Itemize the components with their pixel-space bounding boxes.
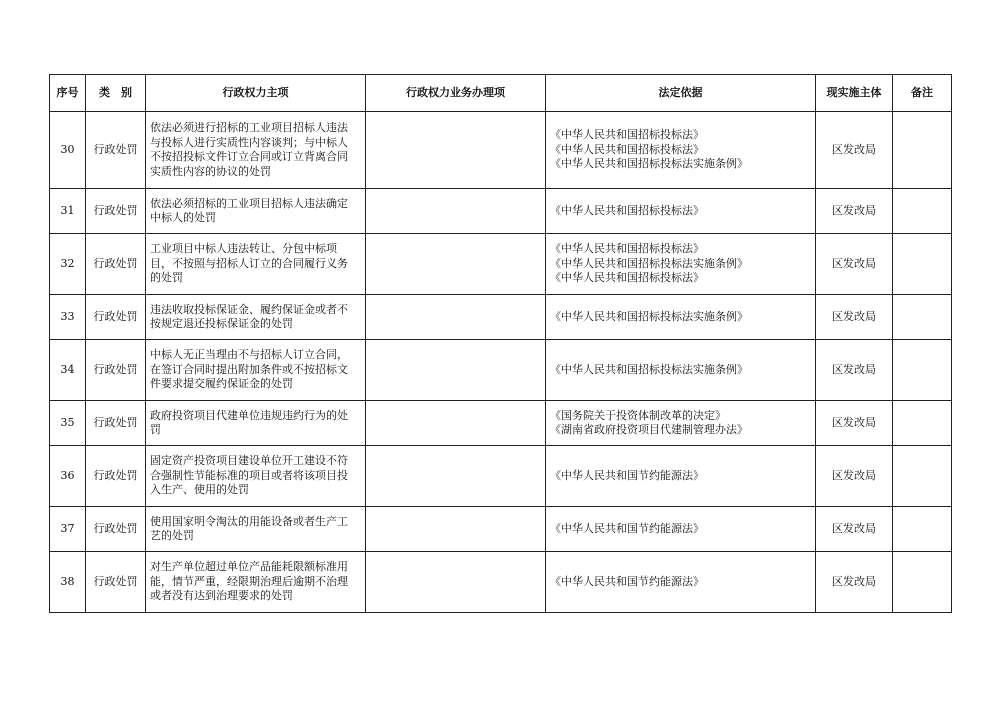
row-legal-basis (546, 234, 816, 295)
power-item-line: 与投标人进行实质性内容谈判；与中标人 (150, 135, 348, 149)
power-item-line: 依法必须进行招标的工业项目招标人违法 (150, 121, 348, 134)
power-item-line: 中标人无正当理由不与招标人订立合同， (150, 348, 348, 362)
row-subject: 区发改局 (816, 340, 893, 401)
power-item-line: 依法必须招标的工业项目招标人违法确定 (150, 196, 348, 210)
power-item-line: 中标人的处罚 (150, 211, 216, 224)
header-sub-item: 行政权力业务办理项 (366, 75, 546, 112)
row-sub-item (366, 446, 546, 507)
row-seq: 36 (50, 446, 86, 507)
row-subject: 区发改局 (816, 507, 893, 552)
legal-basis-line: 《中华人民共和国招标投标法实施条例》 (550, 157, 748, 171)
row-subject: 区发改局 (816, 112, 893, 189)
row-seq: 30 (50, 112, 86, 189)
row-sub-item (366, 112, 546, 189)
row-power-item (146, 295, 366, 340)
row-remarks (893, 340, 952, 401)
header-power-item: 行政权力主项 (146, 75, 366, 112)
power-item-line: 使用国家明令淘汰的用能设备或者生产工 (150, 514, 348, 528)
power-item-line: 工业项目中标人违法转让、分包中标项 (150, 242, 337, 256)
row-seq: 35 (50, 401, 86, 446)
power-item-line: 或者没有达到治理要求的处罚 (150, 589, 293, 603)
table-row (50, 340, 952, 401)
row-subject: 区发改局 (816, 189, 893, 234)
power-item-line: 艺的处罚 (150, 529, 194, 542)
table-row (50, 112, 952, 189)
power-list-table (49, 74, 952, 613)
power-item-line: 的处罚 (150, 271, 183, 285)
row-remarks (893, 112, 952, 189)
row-legal-basis (546, 401, 816, 446)
legal-basis-line: 《中华人民共和国节约能源法》 (550, 521, 704, 535)
row-remarks (893, 401, 952, 446)
table-row (50, 446, 952, 507)
row-remarks (893, 446, 952, 507)
header-category: 类 别 (86, 75, 146, 112)
row-sub-item (366, 552, 546, 613)
power-item-line: 在签订合同时提出附加条件或不按招标文 (150, 362, 348, 376)
row-power-item (146, 552, 366, 613)
legal-basis-line: 《中华人民共和国招标投标法》 (550, 142, 704, 156)
row-category: 行政处罚 (86, 234, 146, 295)
header-seq: 序号 (50, 75, 86, 112)
row-sub-item (366, 295, 546, 340)
legal-basis-line: 《中华人民共和国招标投标法实施条例》 (550, 309, 748, 323)
row-category: 行政处罚 (86, 295, 146, 340)
row-sub-item (366, 507, 546, 552)
row-seq: 32 (50, 234, 86, 295)
row-remarks (893, 189, 952, 234)
row-category: 行政处罚 (86, 446, 146, 507)
row-category: 行政处罚 (86, 552, 146, 613)
row-remarks (893, 552, 952, 613)
row-category: 行政处罚 (86, 112, 146, 189)
table-row (50, 189, 952, 234)
row-legal-basis (546, 112, 816, 189)
row-seq: 38 (50, 552, 86, 613)
legal-basis-line: 《中华人民共和国招标投标法实施条例》 (550, 362, 748, 376)
power-item-line: 违法收取投标保证金、履约保证金或者不 (150, 302, 348, 316)
row-remarks (893, 295, 952, 340)
power-item-line: 政府投资项目代建单位违规违约行为的处 (150, 408, 348, 422)
row-power-item (146, 112, 366, 189)
row-legal-basis (546, 189, 816, 234)
header-subject: 现实施主体 (816, 75, 893, 112)
table-row (50, 552, 952, 613)
header-row (50, 75, 952, 112)
power-item-line: 入生产、使用的处罚 (150, 483, 249, 497)
legal-basis-line: 《中华人民共和国节约能源法》 (550, 574, 704, 588)
row-sub-item (366, 234, 546, 295)
row-power-item (146, 189, 366, 234)
table-row (50, 401, 952, 446)
table-row (50, 234, 952, 295)
power-item-line: 能，情节严重，经限期治理后逾期不治理 (150, 574, 348, 588)
row-seq: 34 (50, 340, 86, 401)
legal-basis-line: 《中华人民共和国招标投标法》 (550, 203, 704, 217)
legal-basis-line: 《中华人民共和国节约能源法》 (550, 468, 704, 482)
power-item-line: 按规定退还投标保证金的处罚 (150, 317, 293, 330)
row-subject: 区发改局 (816, 552, 893, 613)
row-legal-basis (546, 295, 816, 340)
row-sub-item (366, 189, 546, 234)
row-legal-basis (546, 340, 816, 401)
legal-basis-line: 《湖南省政府投资项目代建制管理办法》 (550, 423, 748, 436)
power-item-line: 目，不按照与招标人订立的合同履行义务 (150, 256, 348, 270)
legal-basis-line: 《中华人民共和国招标投标法》 (550, 271, 704, 285)
row-power-item (146, 446, 366, 507)
row-seq: 37 (50, 507, 86, 552)
row-subject: 区发改局 (816, 401, 893, 446)
table-row (50, 507, 952, 552)
row-category: 行政处罚 (86, 401, 146, 446)
row-category: 行政处罚 (86, 189, 146, 234)
power-item-line: 不按招投标文件订立合同或订立背离合同 (150, 150, 348, 163)
row-subject: 区发改局 (816, 295, 893, 340)
row-legal-basis (546, 446, 816, 507)
row-legal-basis (546, 552, 816, 613)
row-subject: 区发改局 (816, 234, 893, 295)
row-sub-item (366, 340, 546, 401)
row-power-item (146, 401, 366, 446)
row-category: 行政处罚 (86, 340, 146, 401)
header-basis: 法定依据 (546, 75, 816, 112)
row-power-item (146, 234, 366, 295)
power-item-line: 对生产单位超过单位产品能耗限额标准用 (150, 560, 348, 574)
table-row (50, 295, 952, 340)
power-item-line: 件要求提交履约保证金的处罚 (150, 377, 293, 391)
row-legal-basis (546, 507, 816, 552)
row-seq: 33 (50, 295, 86, 340)
row-category: 行政处罚 (86, 507, 146, 552)
row-sub-item (366, 401, 546, 446)
power-item-line: 罚 (150, 423, 161, 436)
row-power-item (146, 340, 366, 401)
row-remarks (893, 507, 952, 552)
row-subject: 区发改局 (816, 446, 893, 507)
legal-basis-line: 《中华人民共和国招标投标法》 (550, 128, 704, 142)
legal-basis-line: 《中华人民共和国招标投标法实施条例》 (550, 256, 748, 270)
row-remarks (893, 234, 952, 295)
power-item-line: 实质性内容的协议的处罚 (150, 164, 271, 178)
legal-basis-line: 《中华人民共和国招标投标法》 (550, 242, 704, 256)
legal-basis-line: 《国务院关于投资体制改革的决定》 (550, 408, 726, 422)
power-item-line: 固定资产投资项目建设单位开工建设不符 (150, 454, 348, 468)
row-power-item (146, 507, 366, 552)
row-seq: 31 (50, 189, 86, 234)
header-remarks: 备注 (893, 75, 952, 112)
power-item-line: 合强制性节能标准的项目或者将该项目投 (150, 468, 348, 482)
